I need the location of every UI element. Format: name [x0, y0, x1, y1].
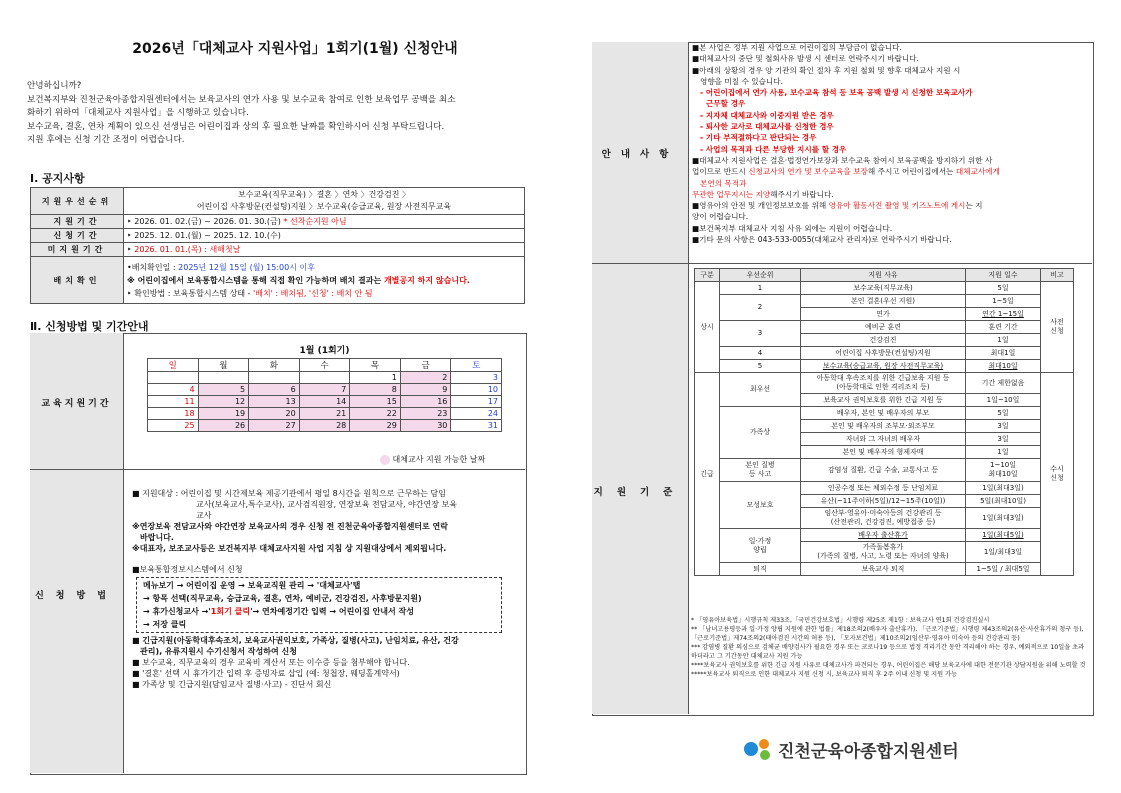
calendar-date: 9	[400, 384, 451, 396]
guide-content	[692, 42, 1088, 245]
calendar-date: 15	[350, 396, 401, 408]
calendar-date	[198, 372, 249, 384]
guide-warning: - 어린이집에서 연가 사용, 보수교육 참석 등 보육 공백 발생 시 신청한 보육교사가	[700, 88, 973, 98]
priority-cell: 5	[720, 360, 801, 373]
steps-box	[136, 577, 502, 633]
col-header: 구분	[695, 269, 720, 282]
reason-cell: 보육교사 퇴직	[801, 563, 966, 576]
reason-cell: 감염성 질환, 긴급 수술, 교통사고 등	[801, 459, 966, 482]
document-title: 2026년「대체교사 지원사업」1회기(1월) 신청안내	[132, 41, 458, 57]
calendar-day-header: 목	[350, 359, 401, 372]
calendar-date: 25	[148, 420, 199, 432]
guide-line	[692, 200, 1088, 211]
reason-cell: 보수교육(승급교육, 원장 사전직무교육)	[801, 360, 966, 373]
calendar-date: 14	[299, 396, 350, 408]
criteria-label: 지원기준	[593, 487, 687, 498]
guide-line	[692, 166, 1088, 177]
calendar-date	[299, 372, 350, 384]
apply-cell: ‣ 2025. 12. 01.(월) ~ 2025. 12. 10.(수)	[124, 229, 525, 243]
col-header: 지원 사유	[801, 269, 966, 282]
days-cell: 1일(최대3일)	[966, 508, 1041, 529]
method-content	[132, 488, 520, 690]
reason-cell: 본인 및 배우자의 형제자매	[801, 446, 966, 459]
days-cell: 1일(최대3일)	[966, 482, 1041, 495]
guide-text: 해주시기 바랍니다.	[770, 189, 834, 199]
bullet-line: ■ '결혼' 선택 시 휴가기간 입력 후 증빙자료 삽입 (예: 청첩장, 웨딩홀계약서)	[132, 669, 400, 678]
days-cell: 1일(최대5일)	[966, 529, 1041, 542]
calendar-date: 20	[249, 408, 300, 420]
col-header: 지원 일수	[966, 269, 1041, 282]
guide-highlight: 영유아 활동사진 촬영 및 키즈노트에 게시	[828, 201, 966, 211]
calendar-day-header: 일	[148, 359, 199, 372]
guide-warning: - 퇴사한 교사로 대체교사를 신청한 경우	[700, 122, 834, 132]
days-cell: 5일	[966, 407, 1041, 420]
days-cell: 1일	[966, 446, 1041, 459]
apply-label: 신청기간	[31, 229, 124, 243]
guide-line: ■대체교사의 중단 및 철회사유 발생 시 센터로 연락주시기 바랍니다.	[692, 54, 919, 64]
days-cell: 3일	[966, 433, 1041, 446]
reason-cell: 예비군 훈련	[801, 321, 966, 334]
calendar-date: 12	[198, 396, 249, 408]
guide-line	[692, 189, 1088, 200]
priority-cell	[124, 188, 525, 215]
calendar-date: 3	[451, 372, 502, 384]
guide-warning: - 사업의 목적과 다른 부당한 지시를 할 경우	[700, 144, 847, 154]
days-cell: 최대10일	[966, 360, 1041, 373]
confirm-line-2	[127, 274, 521, 287]
calendar-date: 23	[400, 408, 451, 420]
days-cell: 1~5일	[966, 295, 1041, 308]
calendar-legend	[380, 454, 485, 465]
bullet-line: ■ 가족상 및 긴급지원(담임교사 질병·사고) - 진단서 회신	[132, 680, 332, 689]
footnote: *** 감염병 질환 의심으로 검체균 배양검사가 필요한 경우 또는 코로나19 등으로 법정 격리기간 동안 격리해야 하는 경우, 예외적으로 10일을 초과하더라고 그 기간동안 대체교사 지원 가능	[691, 644, 1085, 660]
confirm-text: 확인방법 : 보육통합시스템 상태 -	[134, 288, 254, 298]
reason-cell: 유산(~11주이하(5일)/12~15주(10일))	[801, 495, 966, 508]
intro-line: 보건복지부와 진천군육아종합지원센터에서는 보육교사의 연가 사용 및 보수교육 참여로 인한 보육업무 공백을 최소	[27, 94, 456, 105]
calendar-date: 1	[350, 372, 401, 384]
step-line: → 항목 선택(직무교육, 승급교육, 결혼, 연차, 예비군, 건강검진, 사후방문지원)	[143, 594, 422, 603]
guide-line: ■기타 문의 사항은 043-533-0055(대체교사 관리자)로 연락주시기 바랍니다.	[692, 235, 952, 245]
criteria-table	[694, 268, 1074, 576]
apply-text: 2025. 12. 01.(월) ~ 2025. 12. 10.(수)	[134, 231, 281, 240]
note-line: ※연장보육 전담교사와 야간연장 보육교사의 경우 신청 전 진천군육아종합지원센터로 연락	[132, 522, 448, 531]
footnote: *****보육교사 퇴직으로 인한 대체교사 지원 신청 시, 보육교사 퇴직 후 2주 이내 신청 및 지원 가능	[691, 671, 958, 678]
subcategory-cell: 최우선	[720, 373, 801, 407]
guide-text: 업이므로 반드시	[692, 167, 749, 177]
guide-line: ■아래의 상황의 경우 양 기관의 확인 절차 후 지원 철회 및 향후 대체교사 지원 시	[692, 65, 961, 75]
calendar-day-header: 월	[198, 359, 249, 372]
subcategory-cell: 모성보호	[720, 482, 801, 529]
footnote: * 「영유아보육법」시행규칙 제33조,「국민건강보호법」시행령 제25조 제1항 : 보육교사 연1회 건강검진실시	[691, 617, 990, 624]
guide-line: ■대체교사 지원사업은 결혼·법정연가보장과 보수교육 참여시 보육공백을 방지하기 위한 사	[692, 155, 993, 165]
target-line: 교사	[196, 511, 212, 520]
priority-label: 지원우선순위	[31, 188, 124, 215]
reason-cell: 본인 및 배우자의 조부모·외조부모	[801, 420, 966, 433]
period-note: * 선착순지원 아님	[283, 217, 347, 226]
intro-paragraph	[27, 80, 567, 148]
reason-cell: 어린이집 사후방문(컨설팅)지원	[801, 347, 966, 360]
reason-cell: 인공수정 또는 체외수정 등 난임치료	[801, 482, 966, 495]
priority-cell: 2	[720, 295, 801, 321]
period-label: 지원기간	[31, 215, 124, 229]
calendar-date: 29	[350, 420, 401, 432]
step-line: 메뉴보기 → 어린이집 운영 → 보육교직원 관리 → '대체교사'탭	[143, 581, 361, 590]
note-cell: 수시 신청	[1041, 373, 1074, 576]
calendar-day-header: 토	[451, 359, 502, 372]
method-label-cell	[30, 470, 124, 773]
intro-line: 보수교육, 결혼, 연차 계획이 있으신 선생님은 어린이집과 상의 후 필요한 날짜를 확인하시어 신청 부탁드립니다.	[27, 121, 445, 132]
confirm-line-1	[127, 261, 521, 274]
calendar-date: 7	[299, 384, 350, 396]
intro-line: 안녕하십니까?	[27, 81, 82, 91]
method-label: 신청방법	[35, 591, 118, 601]
guide-line: 영향을 미칠 수 있습니다.	[700, 76, 784, 86]
legend-text: 대체교사 지원 가능한 날짜	[392, 455, 486, 464]
calendar-date: 27	[249, 420, 300, 432]
calendar-date: 13	[249, 396, 300, 408]
calendar-day-header: 금	[400, 359, 451, 372]
days-cell: 1일	[966, 334, 1041, 347]
days-cell: 1~10일 최대10일	[966, 459, 1041, 482]
days-cell: 최대1일	[966, 347, 1041, 360]
guide-text: 는 지	[965, 201, 983, 211]
priority-cell: 4	[720, 347, 801, 360]
calendar-date	[148, 372, 199, 384]
guide-warning: - 기타 부적절하다고 판단되는 경우	[700, 133, 817, 143]
bullet-line: ■ 보수교육, 직무교육의 경우 교육비 계산서 또는 이수증 등을 첨부해야 합니다.	[132, 658, 410, 667]
calendar-date: 17	[451, 396, 502, 408]
calendar-date: 21	[299, 408, 350, 420]
note-cell: 사전 신청	[1041, 282, 1074, 373]
calendar	[147, 358, 502, 432]
guide-text: 해 주시고 어린이집에서는	[867, 167, 956, 177]
guide-label: 안내사항	[601, 149, 679, 160]
divider	[124, 469, 525, 470]
guide-text: ■영유아의 안전 및 개인정보보호를 위해	[692, 201, 829, 211]
subcategory-cell: 일·가정 양립	[720, 529, 801, 563]
logo-icon	[742, 735, 774, 763]
non-support-text: 2026. 01. 01.(목) : 새해첫날	[134, 245, 241, 254]
footnotes	[691, 616, 1087, 679]
calendar-date: 8	[350, 384, 401, 396]
section-1-heading: Ⅰ. 공지사항	[30, 172, 85, 185]
calendar-date: 30	[400, 420, 451, 432]
step-highlight: 1회기 클릭	[210, 607, 251, 616]
guide-highlight: 무관한 업무지시는 지양	[692, 189, 771, 199]
guide-line: ■보건복지부 대체교사 지침 사유 외에는 지원이 어렵습니다.	[692, 223, 893, 233]
priority-line: 보수교육(직무교육) 〉결혼 〉연차 〉건강검진 〉	[237, 190, 411, 199]
confirm-status: '배치' : 배치됨, '신청' : 배치 안 됨	[253, 288, 373, 298]
bullet-line: 관리), 유류지원시 수기신청서 작성하여 신청	[140, 647, 297, 656]
guide-highlight: 신청교사의 연가 및 보수교육을 보장	[748, 167, 868, 177]
intro-line: 지원 후에는 신청 기간 조정이 어렵습니다.	[27, 135, 185, 145]
period-label: 교육지원기간	[41, 399, 112, 409]
footnote: ** 「남녀고용평등과 일·가정 양립 지원에 관한 법률」제18조의2(배우자 출산휴가), 「근로기준법」시행령 제43조의2(유산·사산휴가의 청구 등), 「근로기준법」제74조의2(태아검진 시간의 허용 등), 「모자보건법」제10조의2(임산부·영유아 미숙아 등의 건강관리 등)	[691, 626, 1084, 642]
period-cell: ‣ 2026. 01. 02.(금) ~ 2026. 01. 30.(금) * 선착순지원 아님	[124, 215, 525, 229]
guide-highlight: 대체교사에게	[955, 167, 1000, 177]
step-text: → 휴가신청교사 →'	[143, 607, 211, 616]
reason-cell: 보육교사 권익보호를 위한 긴급 지원 등	[801, 394, 966, 407]
note-line: 바랍니다.	[140, 533, 174, 542]
calendar-date: 22	[350, 408, 401, 420]
calendar-date: 24	[451, 408, 502, 420]
calendar-date: 4	[148, 384, 199, 396]
calendar-date: 31	[451, 420, 502, 432]
calendar-day-header: 화	[249, 359, 300, 372]
reason-cell: 배우자 출산휴가	[801, 529, 966, 542]
confirm-warning: 개별공지 하지 않습니다.	[383, 275, 470, 285]
guide-warning: - 지자체 대체교사와 이중지원 받은 경우	[700, 110, 834, 120]
calendar-date: 11	[148, 396, 199, 408]
intro-line: 화하기 위하여「대체교사 지원사업」을 시행하고 있습니다.	[27, 108, 249, 118]
calendar-date: 5	[198, 384, 249, 396]
days-cell: 3일	[966, 420, 1041, 433]
days-cell: 1일~10일	[966, 394, 1041, 407]
days-cell: 기간 제한없음	[966, 373, 1041, 394]
calendar-date: 18	[148, 408, 199, 420]
subcategory-cell: 퇴직	[720, 563, 801, 576]
confirm-label: 배치확인	[31, 257, 124, 304]
legend-dot-icon	[380, 455, 390, 465]
col-header: 비고	[1041, 269, 1074, 282]
confirm-line-3: ‣ 확인방법 : 보육통합시스템 상태 - '배치' : 배치됨, '신청' : 배치 안 됨	[127, 288, 373, 298]
bullet-line: ■ 긴급지원(아동학대후속조치, 보육교사권익보호, 가족상, 질병(사고), 난임치료, 유산, 건강	[132, 636, 459, 645]
period-text: 2026. 01. 02.(금) ~ 2026. 01. 30.(금)	[134, 217, 281, 226]
days-cell: 5일	[966, 282, 1041, 295]
calendar-date	[249, 372, 300, 384]
reason-cell: 자녀와 그 자녀의 배우자	[801, 433, 966, 446]
divider	[688, 263, 1092, 264]
subcategory-cell: 본인 질병 등 사고	[720, 459, 801, 482]
calendar-title: 1월 (1회기)	[299, 346, 350, 356]
category-cell: 긴급	[695, 373, 720, 576]
step-text: '→ 연차예정기간 입력 → 어린이집 안내서 작성	[250, 607, 415, 616]
footnote: ****보육교사 권익보호를 위한 긴급 지원 사유로 대체교사가 파견되는 경우, 어린이집은 해당 보육교사에 대한 전문기관 상담지원을 위해 노력할 것	[691, 662, 1086, 669]
reason-cell: 아동학대 후속조치를 위한 긴급보육 지원 등 (아동학대로 인한 격리조치 등)	[801, 373, 966, 394]
guide-line: ■본 사업은 정부 지원 사업으로 어린이집의 부담금이 없습니다.	[692, 43, 902, 52]
priority-cell: 1	[720, 282, 801, 295]
system-line: ■보육통합정보시스템에서 신청	[132, 565, 243, 574]
calendar-date: 19	[198, 408, 249, 420]
reason-cell: 건강검진	[801, 334, 966, 347]
priority-cell: 3	[720, 321, 801, 347]
days-cell: 5일(최대10일)	[966, 495, 1041, 508]
notice-table	[30, 187, 525, 304]
priority-line: 어린이집 사후방문(컨설팅)지원 〉보수교육(승급교육, 원장 사전직무교육	[196, 202, 452, 211]
reason-cell: 연가	[801, 308, 966, 321]
days-cell: 1일/최대3일	[966, 542, 1041, 563]
reason-cell: 임산부·영유아·미숙아등의 건강관리 등 (산전관리, 건강검진, 예방접종 등)	[801, 508, 966, 529]
subcategory-cell: 가족상	[720, 407, 801, 459]
reason-cell: 배우자, 본인 및 배우자의 부모	[801, 407, 966, 420]
step-line	[143, 605, 495, 618]
reason-cell: 보수교육(직무교육)	[801, 282, 966, 295]
confirm-cell	[124, 257, 525, 304]
col-header: 우선순위	[720, 269, 801, 282]
section-2-heading: Ⅱ. 신청방법 및 기간안내	[30, 320, 149, 333]
non-support-cell: ‣ 2026. 01. 01.(목) : 새해첫날	[124, 243, 525, 257]
confirm-text: ※ 어린이집에서 보육통합시스템을 통해 직접 확인 가능하며 배치 결과는	[127, 275, 384, 285]
calendar-date: 2	[400, 372, 451, 384]
target-line: ■ 지원대상 : 어린이집 및 시간제보육 제공기관에서 평일 8시간을 원칙으로 근무하는 담임	[132, 489, 446, 498]
reason-cell: 가족돌봄휴가 (가족의 질병, 사고, 노령 또는 자녀의 양육)	[801, 542, 966, 563]
center-logo	[742, 733, 959, 765]
guide-highlight: 본연의 목적과	[700, 178, 747, 188]
target-line: 교사(보육교사,특수교사), 교사겸직원장, 연장보육 전담교사, 야간연장 보육	[196, 500, 457, 509]
calendar-date: 26	[198, 420, 249, 432]
days-cell: 연간 1~15일	[966, 308, 1041, 321]
calendar-day-header: 수	[299, 359, 350, 372]
note-line: ※대표자, 보조교사등은 보건복지부 대체교사지원 사업 지침 상 지원대상에서 제외됩니다.	[132, 544, 447, 553]
guide-line: 양이 어렵습니다.	[692, 212, 749, 222]
guide-warning: 근무할 경우	[706, 99, 746, 109]
confirm-text: •배치확인일 :	[127, 262, 179, 272]
calendar-date: 28	[299, 420, 350, 432]
reason-cell: 본인 결혼(우선 지원)	[801, 295, 966, 308]
step-line: → 저장 클릭	[143, 620, 187, 629]
calendar-date: 16	[400, 396, 451, 408]
calendar-date: 10	[451, 384, 502, 396]
days-cell: 1~5일 / 최대5일	[966, 563, 1041, 576]
logo-text: 진천군육아종합지원센터	[778, 741, 959, 762]
calendar-date: 6	[249, 384, 300, 396]
category-cell: 상시	[695, 282, 720, 373]
days-cell: 훈련 기간	[966, 321, 1041, 334]
confirm-date: 2025년 12월 15일 (월) 15:00시 이후	[178, 262, 315, 272]
non-support-label: 미지원기간	[31, 243, 124, 257]
